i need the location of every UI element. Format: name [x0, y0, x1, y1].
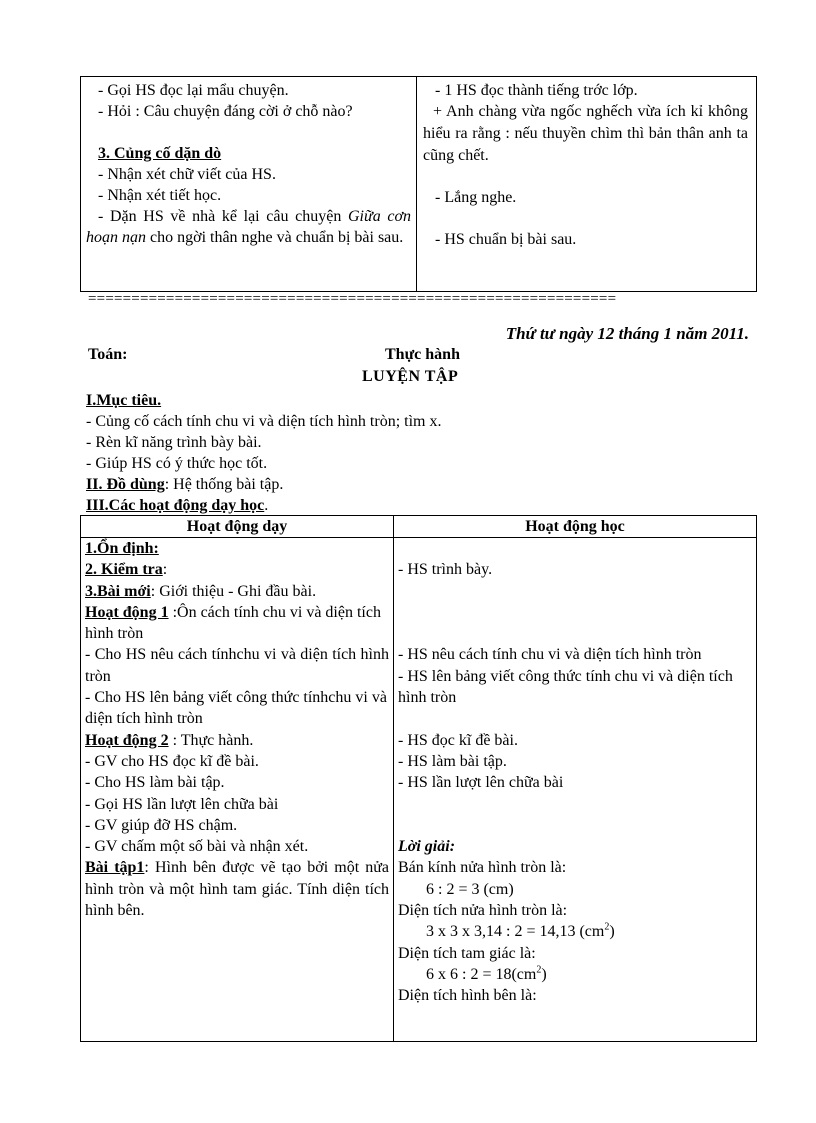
- l-r3: - HS lên bảng viết công thức tính chu vi và diện tích hình tròn: [398, 667, 733, 707]
- t-l4: Hoạt động 1 :Ôn cách tính chu vi và diện tích hình tròn: [85, 603, 381, 643]
- l-r10: Diện tích nửa hình tròn là:: [398, 902, 568, 920]
- top-left-line-5: - Nhận xét chữ viết của HS.: [98, 166, 276, 183]
- t-l7: Hoạt động 2 : Thực hành.: [85, 731, 254, 749]
- l-r4: - HS đọc kĩ đề bài.: [398, 731, 518, 749]
- top-right-line-3: - Lắng nghe.: [435, 189, 517, 206]
- top-right-line-1: - 1 HS đọc thành tiếng trớc lớp.: [435, 82, 638, 99]
- l-r13: 6 x 6 : $2 = 18(cm^2)$: [426, 964, 547, 983]
- l-r9: 6 : 2 = 3 (cm): [426, 880, 514, 898]
- top-table-right-cell: [423, 80, 748, 250]
- top-left-spacer: [86, 122, 411, 143]
- t-l13: Bài tập1: Hình bên được vẽ tạo bởi một nửa hình tròn và một hình tam giác. Tính diện tích hình bên.: [85, 859, 390, 920]
- learning-cell: [394, 538, 757, 1042]
- t-l11: - GV giúp đỡ HS chậm.: [85, 816, 238, 834]
- lesson-title: LUYỆN TẬP: [362, 368, 459, 385]
- objectives-section: [86, 390, 766, 516]
- l-spacer-1: [398, 538, 752, 559]
- objective-2: - Rèn kĩ năng trình bày bài.: [86, 434, 262, 451]
- top-right-spacer-2: [423, 208, 748, 229]
- l-spacer-2: [398, 581, 752, 645]
- top-right-line-2: + Anh chàng vừa ngốc nghếch vừa ích kỉ không hiểu ra rằng : nếu thuyền chìm thì bản thân anh ta cũng chết.: [423, 103, 748, 164]
- t-l5: - Cho HS nêu cách tínhchu vi và diện tích hình tròn: [85, 646, 389, 685]
- lesson-type: Thực hành: [385, 346, 460, 363]
- separator-line: =============================================================: [88, 291, 617, 307]
- subject-label: Toán:: [88, 346, 128, 363]
- l-r14: Diện tích hình bên là:: [398, 987, 537, 1005]
- l-r11: 3 x 3 x 3,14 : 2 = 14,13 $(cm^2)$: [426, 922, 615, 941]
- activities-table: [80, 515, 757, 1042]
- t-l8: - GV cho HS đọc kĩ đề bài.: [85, 752, 259, 770]
- t-l1: 1.Ổn định:: [85, 540, 159, 557]
- top-table-left-cell: [86, 80, 411, 248]
- top-table: [80, 76, 757, 292]
- l-r5: - HS làm bài tập.: [398, 752, 507, 770]
- t-l2: 2. Kiểm tra:: [85, 561, 168, 579]
- materials-line: II. Đồ dùng: Hệ thống bài tập.: [86, 476, 284, 493]
- top-table-divider: [416, 77, 417, 291]
- l-r6: - HS lần lượt lên chữa bài: [398, 774, 564, 792]
- t-l10: - Gọi HS lần lượt lên chữa bài: [85, 795, 279, 813]
- l-r2: - HS nêu cách tính chu vi và diện tích hình tròn: [398, 646, 702, 664]
- objective-1: - Củng cố cách tính chu vi và diện tích hình tròn; tìm x.: [86, 413, 442, 430]
- objectives-heading: I.Mục tiêu.: [86, 392, 162, 409]
- top-right-spacer: [423, 167, 748, 187]
- l-r7: Lời giải:: [398, 838, 456, 856]
- top-left-line-7: - Dặn HS về nhà kể lại câu chuyện Giữa cơn hoạn nạn cho ngời thân nghe và chuẩn bị bài sau.: [86, 208, 411, 246]
- top-left-line-1: - Gọi HS đọc lại mẩu chuyện.: [98, 82, 289, 99]
- l-spacer-3: [398, 708, 752, 729]
- t-l3: 3.Bài mới: Giới thiệu - Ghi đầu bài.: [85, 582, 317, 600]
- date-line: Thứ tư ngày 12 tháng 1 năm 2011.: [505, 324, 749, 343]
- teaching-cell: [81, 538, 394, 1042]
- l-r12: Diện tích tam giác là:: [398, 944, 536, 962]
- top-left-line-6: - Nhận xét tiết học.: [98, 187, 222, 204]
- l-r8: Bán kính nửa hình tròn là:: [398, 859, 567, 877]
- top-left-heading: 3. Củng cố dặn dò: [98, 145, 222, 162]
- objective-3: - Giúp HS có ý thức học tốt.: [86, 455, 268, 472]
- t-l12: - GV chấm một số bài và nhận xét.: [85, 838, 309, 856]
- top-right-line-4: - HS chuẩn bị bài sau.: [435, 231, 577, 248]
- top-left-line-2: - Hỏi : Câu chuyện đáng cời ở chỗ nào?: [98, 103, 353, 120]
- col-header-teaching: Hoạt động dạy: [81, 516, 394, 538]
- l-spacer-4: [398, 794, 752, 837]
- activities-heading: III.Các hoạt động dạy học.: [86, 497, 269, 514]
- t-l9: - Cho HS làm bài tập.: [85, 774, 225, 792]
- col-header-learning: Hoạt động học: [394, 516, 757, 538]
- t-l6: - Cho HS lên bảng viết công thức tínhchu vi và diện tích hình tròn: [85, 689, 387, 728]
- l-r1: - HS trình bày.: [398, 561, 493, 579]
